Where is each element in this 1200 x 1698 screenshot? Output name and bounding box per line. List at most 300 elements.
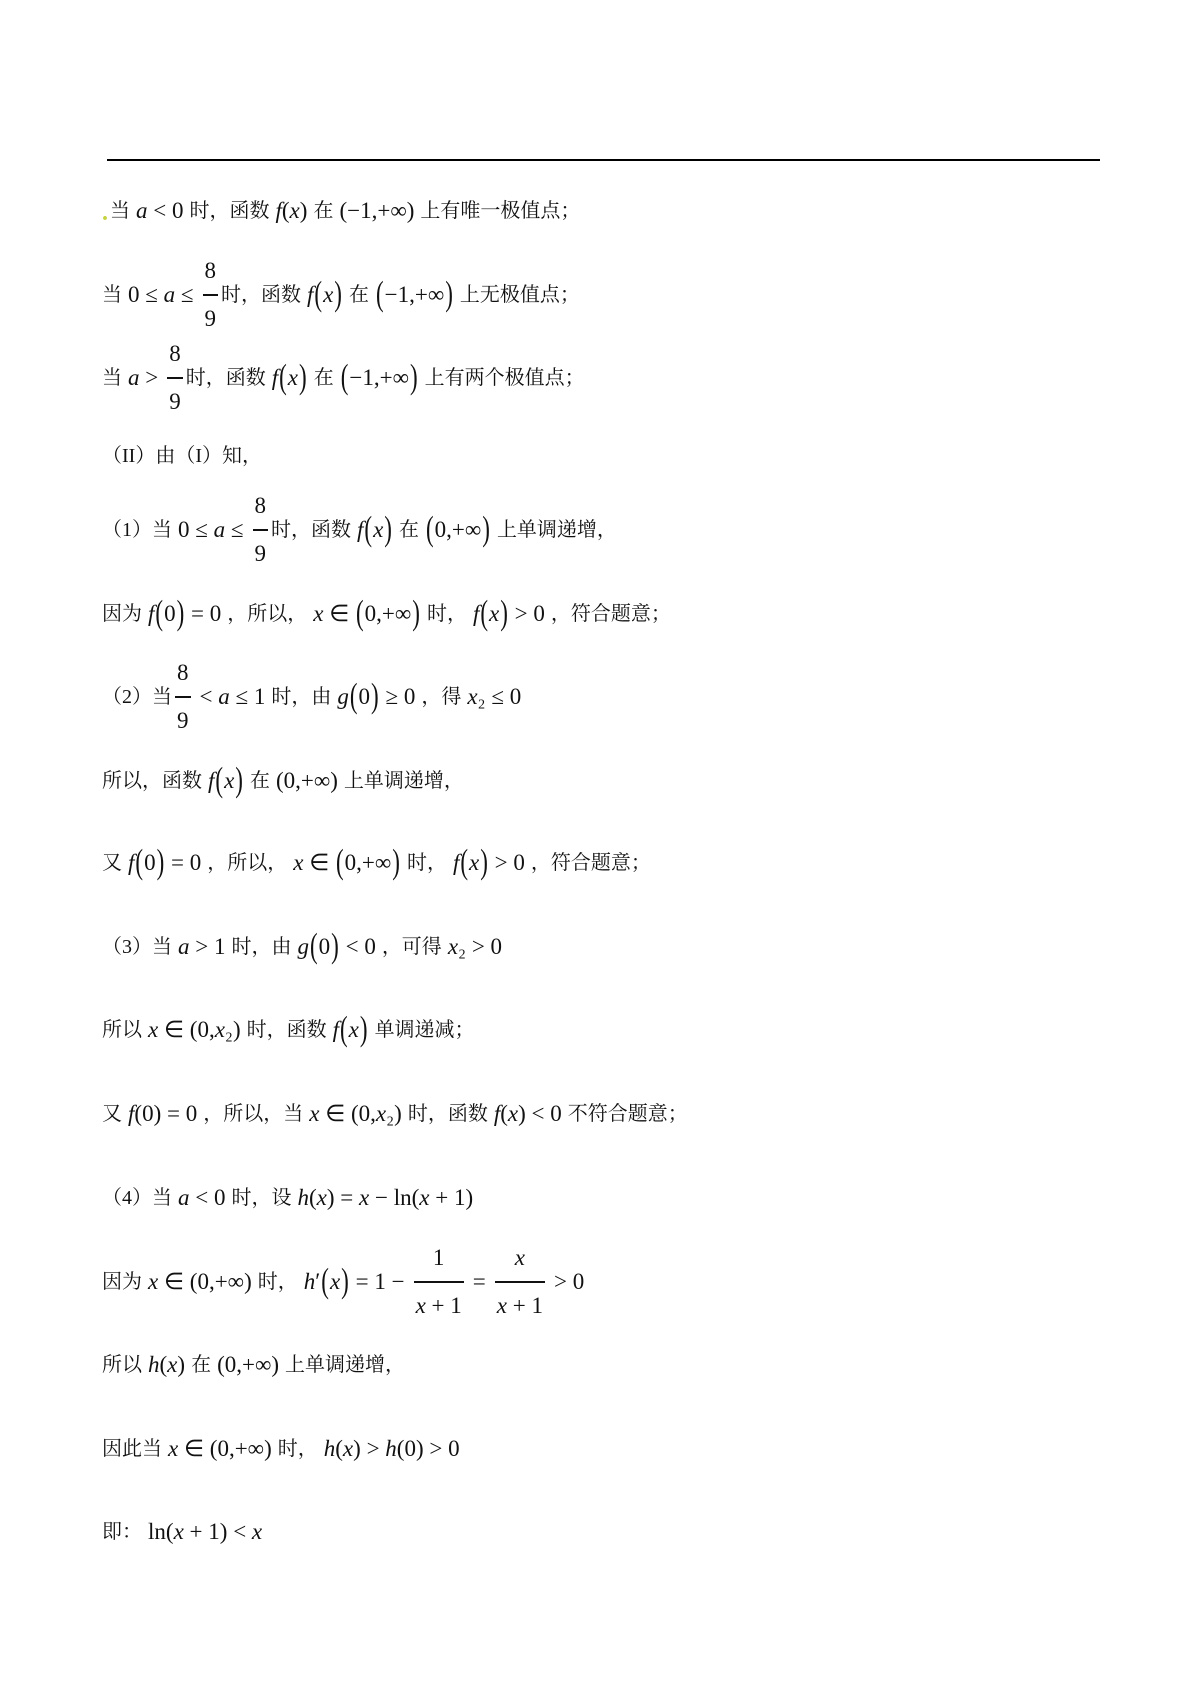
fraction-denominator: [495, 1285, 545, 1319]
math-variable: x: [309, 1101, 320, 1126]
math-number: 1: [374, 1269, 386, 1294]
math-number: 8: [177, 660, 189, 686]
left-paren: (: [349, 676, 358, 715]
math-symbol: +: [377, 198, 391, 223]
math-symbol: ,: [208, 1269, 215, 1294]
math-symbol: +: [214, 1269, 228, 1294]
math-variable: x: [496, 1292, 507, 1318]
right-paren: ): [219, 1519, 228, 1544]
text-run: 上单调递增，: [343, 770, 464, 792]
math-symbol: +: [431, 1292, 445, 1318]
math-variable: x: [168, 1436, 179, 1461]
right-paren: ): [244, 1269, 252, 1294]
text-line: [102, 1242, 590, 1322]
math-symbol: ≤: [180, 282, 194, 307]
text-line: [102, 1325, 405, 1405]
math-variable: g: [337, 684, 349, 709]
fraction: [167, 341, 183, 415]
right-paren: ): [176, 593, 185, 632]
text-run: 时，由: [271, 686, 332, 708]
math-expression: [425, 509, 491, 548]
math-variable: x: [348, 1017, 359, 1042]
math-number: 0: [490, 934, 503, 959]
text-run: 在: [398, 519, 419, 541]
math-expression: [136, 196, 183, 226]
text-line: [102, 338, 585, 418]
math-variable: f: [452, 850, 460, 875]
math-expression: [276, 766, 338, 796]
math-number: 9: [254, 540, 266, 566]
math-symbol: ∞: [254, 1352, 272, 1377]
text-run: 上有唯一极值点；: [420, 200, 581, 222]
math-symbol: ∈: [163, 1017, 185, 1042]
math-symbol: =: [166, 1101, 180, 1126]
math-symbol: ,: [208, 1017, 215, 1042]
math-expression: [128, 280, 194, 310]
math-symbol: +: [451, 517, 465, 542]
math-symbol: =: [472, 1269, 486, 1294]
left-paren: (: [281, 198, 290, 223]
math-variable: h: [303, 1269, 316, 1294]
math-variable: x: [167, 1352, 178, 1377]
left-paren: (: [189, 1269, 198, 1294]
fraction-bar: [495, 1281, 545, 1283]
text-line: [102, 823, 651, 903]
math-number: 0: [513, 850, 525, 875]
math-variable: x: [293, 850, 304, 875]
text-run: 当: [102, 284, 122, 306]
math-number: 1: [208, 1519, 220, 1544]
math-symbol: ,: [295, 768, 301, 793]
text-run: 在: [249, 770, 270, 792]
math-expression: [448, 932, 502, 962]
math-symbol: ∞: [464, 517, 482, 542]
math-symbol: ∈: [329, 601, 350, 626]
math-number: 9: [204, 305, 216, 331]
right-paren: ): [299, 198, 308, 223]
math-variable: f: [493, 1101, 501, 1126]
math-expression: [554, 1267, 584, 1297]
math-symbol: ∞: [390, 198, 407, 223]
math-symbol: −: [349, 365, 363, 390]
math-symbol: ≤: [235, 684, 249, 709]
text-run: 在: [313, 200, 334, 222]
fraction-numerator: [431, 1245, 447, 1279]
right-paren: ): [412, 593, 420, 632]
left-paren: (: [335, 842, 344, 881]
right-paren: ): [271, 1352, 280, 1377]
math-number: 0: [434, 517, 447, 542]
math-expression: [178, 932, 225, 962]
text-run: 在: [191, 1354, 212, 1376]
math-function: ln: [393, 1185, 412, 1210]
math-symbol: >: [494, 850, 508, 875]
math-function: ln: [148, 1519, 166, 1544]
math-symbol: ∞: [227, 1269, 245, 1294]
math-variable: x: [316, 1185, 327, 1210]
math-symbol: +: [300, 768, 314, 793]
fraction-numerator: [253, 493, 269, 527]
math-expression: [375, 274, 454, 313]
right-paren: ): [334, 274, 342, 313]
math-variable: x: [251, 1519, 263, 1544]
text-run: 所以: [102, 1354, 142, 1376]
right-paren: ): [177, 1352, 186, 1377]
left-paren: (: [314, 274, 323, 313]
math-expression: [473, 1267, 486, 1297]
text-run: 因为: [102, 1271, 142, 1293]
math-expression: [309, 1099, 402, 1129]
text-run: 又: [102, 852, 122, 874]
left-paren: (: [460, 842, 469, 881]
text-line: [102, 574, 671, 654]
math-expression: [275, 196, 307, 226]
fraction: [203, 258, 219, 332]
left-paren: (: [355, 593, 364, 632]
text-line: [102, 990, 475, 1070]
math-variable: x: [469, 850, 480, 875]
right-paren: ): [353, 1436, 361, 1461]
math-expression: [148, 1267, 252, 1297]
text-line: [102, 1409, 466, 1489]
text-run: 时，: [406, 852, 447, 874]
math-symbol: +: [234, 1436, 248, 1461]
fraction-denominator: [414, 1285, 464, 1319]
math-variable: x: [287, 365, 299, 390]
math-variable: a: [163, 282, 176, 307]
math-number: 0: [142, 1101, 154, 1126]
text-line: [102, 416, 262, 496]
text-run: 时，函数: [189, 200, 270, 222]
math-symbol: >: [145, 365, 159, 390]
math-subscript: ₂: [386, 1101, 395, 1126]
math-symbol: >: [471, 934, 485, 959]
math-symbol: =: [340, 1185, 354, 1210]
right-paren: ): [392, 842, 400, 881]
math-variable: x: [224, 768, 235, 793]
math-symbol: ≤: [195, 517, 208, 542]
math-symbol: −: [391, 1269, 405, 1294]
math-expression: [452, 842, 525, 881]
right-paren: ): [465, 1185, 474, 1210]
math-expression: [297, 1183, 473, 1213]
math-variable: f: [472, 601, 480, 626]
math-symbol: ∈: [325, 1101, 346, 1126]
math-symbol: ,: [228, 1436, 235, 1461]
math-symbol: ∞: [374, 850, 392, 875]
math-number: 1: [213, 934, 226, 959]
math-subscript: ₂: [224, 1017, 233, 1042]
math-number: 1: [450, 1292, 462, 1318]
math-number: 0: [213, 1185, 226, 1210]
left-paren: (: [340, 1009, 348, 1048]
text-run: 上单调递增，: [496, 519, 617, 541]
math-expression: [357, 509, 393, 548]
right-paren: ): [371, 676, 379, 715]
fraction: [414, 1245, 464, 1319]
math-number: 1: [253, 684, 266, 709]
math-number: 0: [509, 684, 522, 709]
math-number: 0: [572, 1269, 585, 1294]
right-paren: ): [415, 1436, 424, 1461]
right-paren: ): [264, 1436, 272, 1461]
text-line: [102, 255, 580, 335]
math-symbol: <: [233, 1519, 247, 1544]
left-paren: (: [159, 1352, 168, 1377]
fraction-denominator: [203, 298, 219, 332]
math-number: 0: [448, 1436, 460, 1461]
math-symbol: ,: [370, 1101, 376, 1126]
math-number: 0: [144, 850, 156, 875]
fraction-bar: [253, 529, 269, 531]
math-number: 0: [209, 601, 222, 626]
left-paren: (: [309, 926, 318, 965]
math-number: 0: [344, 850, 357, 875]
text-run: （1）当: [102, 519, 172, 541]
math-variable: x: [375, 1101, 387, 1126]
math-symbol: =: [355, 1269, 369, 1294]
math-symbol: ∞: [394, 601, 412, 626]
text-run: （2）当: [102, 686, 172, 708]
text-run: 所以: [102, 1019, 142, 1041]
text-line: [102, 1158, 479, 1238]
text-run: 时，由: [231, 936, 292, 958]
text-line: [102, 741, 464, 821]
math-number: 0: [197, 1017, 209, 1042]
math-number: 0: [533, 601, 545, 626]
text-run: （4）当: [102, 1187, 172, 1209]
math-symbol: +: [189, 1519, 203, 1544]
math-symbol: +: [361, 850, 375, 875]
math-expression: [340, 357, 419, 396]
math-variable: x: [329, 1269, 341, 1294]
math-variable: x: [214, 1017, 225, 1042]
left-paren: (: [279, 357, 287, 396]
math-number: 0: [217, 1436, 229, 1461]
math-symbol: <: [531, 1101, 545, 1126]
math-expression: [307, 274, 343, 313]
math-symbol: ≤: [145, 282, 158, 307]
text-run: 因为: [102, 603, 142, 625]
left-paren: (: [215, 760, 224, 799]
math-expression: [297, 926, 376, 965]
math-symbol: +: [435, 1185, 449, 1210]
math-symbol: +: [241, 1352, 255, 1377]
math-symbol: <: [195, 1185, 209, 1210]
fraction-numerator: [167, 341, 183, 375]
math-symbol: +: [381, 601, 395, 626]
text-run: 上单调递增，: [285, 1354, 406, 1376]
math-variable: h: [323, 1436, 336, 1461]
math-symbol: −: [375, 1185, 388, 1210]
text-line: [102, 1492, 268, 1572]
math-expression: [337, 676, 416, 715]
text-run: 因此当: [102, 1438, 162, 1460]
math-symbol: −: [347, 198, 361, 223]
text-run: 单调递减；: [374, 1019, 475, 1041]
math-symbol: <: [345, 934, 359, 959]
math-symbol: ,: [371, 198, 378, 223]
math-expression: [494, 1099, 562, 1129]
left-paren: (: [339, 198, 348, 223]
fraction-bar: [167, 377, 183, 379]
right-paren: ): [331, 926, 339, 965]
math-expression: [178, 1183, 225, 1213]
math-subscript: ₂: [477, 684, 486, 709]
math-expression: [148, 593, 222, 632]
math-number: 0: [164, 601, 176, 626]
math-expression: [128, 1099, 197, 1129]
right-paren: ): [406, 198, 415, 223]
math-number: 9: [177, 707, 189, 733]
text-line: [102, 171, 580, 251]
text-run: ，所以，: [207, 852, 288, 874]
math-symbol: ∞: [247, 1436, 265, 1461]
math-variable: x: [148, 1017, 159, 1042]
left-paren: (: [350, 1101, 359, 1126]
text-run: 时，函数: [271, 519, 351, 541]
math-symbol: ,: [409, 282, 415, 307]
math-variable: x: [489, 601, 500, 626]
text-run: 时，函数: [185, 367, 266, 389]
math-number: 1: [531, 1292, 543, 1318]
math-variable: f: [332, 1017, 339, 1042]
left-paren: (: [335, 1436, 343, 1461]
math-expression: [303, 1261, 405, 1300]
math-expression: [168, 1434, 272, 1464]
math-symbol: <: [153, 198, 167, 223]
text-run: 时，函数: [221, 284, 301, 306]
math-variable: f: [148, 601, 155, 626]
math-variable: h: [297, 1185, 309, 1210]
text-run: 上有两个极值点；: [424, 367, 585, 389]
text-run: 又: [102, 1103, 122, 1125]
text-run: 当: [110, 200, 130, 222]
highlight-mark: .: [102, 200, 108, 226]
math-variable: f: [208, 768, 215, 793]
fraction: [253, 493, 269, 567]
math-expression: [148, 1350, 185, 1380]
right-paren: ): [341, 1261, 349, 1300]
text-run: （II）由（I）知，: [102, 445, 262, 467]
math-variable: x: [323, 282, 334, 307]
right-paren: ): [394, 1101, 402, 1126]
math-variable: x: [313, 601, 324, 626]
math-expression: [324, 1434, 460, 1464]
text-run: 所以，函数: [102, 770, 202, 792]
left-paren: (: [217, 1352, 225, 1377]
text-run: 不符合题意；: [567, 1103, 688, 1125]
math-number: 1: [432, 1245, 445, 1271]
math-number: 0: [185, 1101, 198, 1126]
math-variable: h: [385, 1436, 397, 1461]
math-expression: [128, 363, 158, 393]
left-paren: (: [135, 842, 144, 881]
right-paren: ): [482, 509, 490, 548]
math-symbol: ∈: [309, 850, 330, 875]
math-number: 0: [189, 850, 202, 875]
math-variable: g: [297, 934, 309, 959]
math-symbol: ∈: [163, 1269, 185, 1294]
math-variable: h: [148, 1352, 160, 1377]
text-run: 时，: [277, 1438, 318, 1460]
text-run: ，所以，: [227, 603, 308, 625]
text-run: ，得: [421, 686, 462, 708]
text-run: 时，: [426, 603, 467, 625]
math-symbol: >: [514, 601, 528, 626]
math-expression: [208, 760, 244, 799]
math-number: 0: [171, 198, 184, 223]
left-paren: (: [500, 1101, 508, 1126]
left-paren: (: [275, 768, 284, 793]
text-run: ，所以，当: [203, 1103, 304, 1125]
math-variable: x: [514, 1245, 525, 1271]
math-symbol: ∈: [183, 1436, 205, 1461]
left-paren: (: [375, 274, 384, 313]
math-symbol: >: [553, 1269, 567, 1294]
math-symbol: ∞: [392, 365, 409, 390]
math-number: 1: [362, 365, 374, 390]
math-expression: [148, 1015, 241, 1045]
math-variable: a: [213, 517, 226, 542]
math-variable: f: [271, 365, 279, 390]
right-paren: ): [156, 842, 165, 881]
math-variable: x: [447, 934, 459, 959]
math-variable: x: [342, 1436, 354, 1461]
text-run: ，可得: [381, 936, 442, 958]
text-run: 当: [102, 367, 122, 389]
math-variable: x: [467, 684, 478, 709]
right-paren: ): [235, 760, 243, 799]
math-expression: [148, 1517, 262, 1547]
math-number: 0: [403, 684, 416, 709]
math-symbol: ∞: [313, 768, 331, 793]
math-expression: [293, 842, 401, 881]
math-variable: f: [307, 282, 314, 307]
math-expression: [467, 682, 521, 712]
text-run: 时，设: [231, 1187, 292, 1209]
math-expression: [332, 1009, 369, 1048]
math-symbol: >: [366, 1436, 380, 1461]
math-symbol: ≥: [385, 684, 399, 709]
right-paren: ): [500, 593, 508, 632]
fraction-bar: [414, 1281, 464, 1283]
math-symbol: +: [379, 365, 393, 390]
right-paren: ): [330, 768, 338, 793]
math-number: 0: [364, 601, 377, 626]
math-symbol: ≤: [491, 684, 504, 709]
math-variable: a: [128, 365, 140, 390]
text-line: [102, 657, 527, 737]
text-run: 在: [348, 284, 369, 306]
math-symbol: ∞: [427, 282, 445, 307]
math-symbol: ,: [373, 365, 380, 390]
math-variable: x: [415, 1292, 426, 1318]
math-number: 0: [550, 1101, 562, 1126]
math-number: 0: [358, 684, 371, 709]
header-rule: [107, 159, 1100, 161]
left-paren: (: [308, 1185, 317, 1210]
fraction-numerator: [175, 660, 191, 694]
math-expression: [217, 1350, 279, 1380]
left-paren: (: [134, 1101, 143, 1126]
left-paren: (: [321, 1261, 329, 1300]
math-symbol: ′: [315, 1269, 321, 1294]
math-symbol: +: [512, 1292, 526, 1318]
text-run: ，符合题意；: [530, 852, 651, 874]
left-paren: (: [480, 593, 489, 632]
math-symbol: ,: [446, 517, 452, 542]
